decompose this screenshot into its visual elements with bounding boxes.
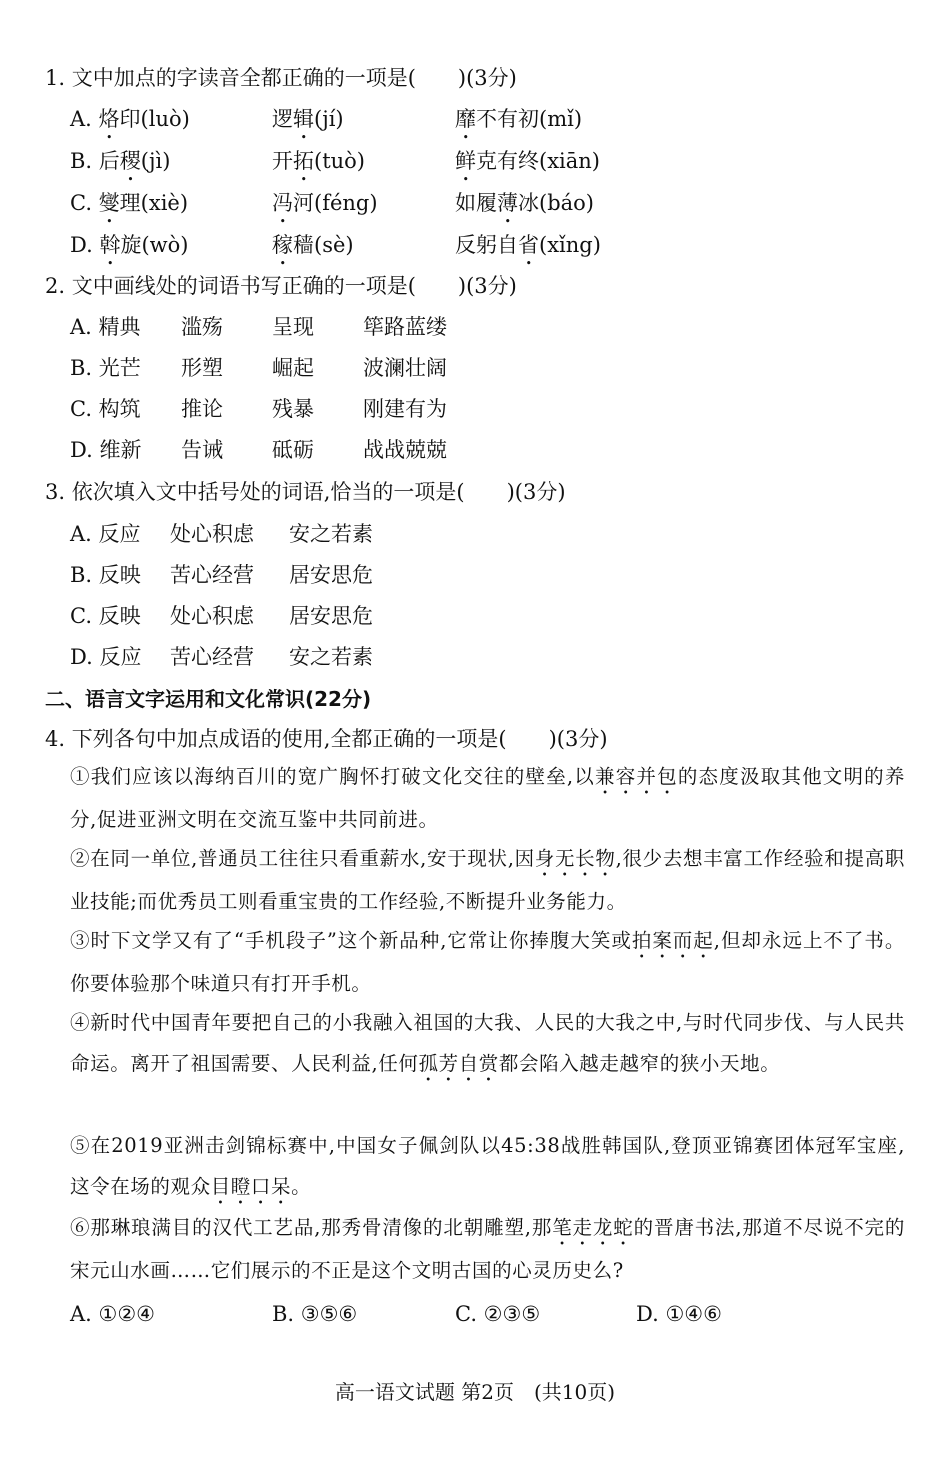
option-cell: 处心积虑 (170, 604, 254, 628)
option-cell (272, 229, 354, 270)
sentence-text: ⑥那琳琅满目的汉代工艺品,那秀骨清像的北朝雕塑,那 (70, 1216, 553, 1239)
sentence-item (70, 1207, 905, 1291)
option-text: D. (70, 233, 100, 257)
option-text: 不有初(mǐ) (476, 107, 583, 131)
dotted-idiom: 兼容并包 (595, 765, 678, 788)
option-cell: 滥殇 (181, 315, 223, 339)
option-cell (455, 145, 600, 186)
dotted-char: 烙 (98, 107, 120, 131)
option-text: 逻 (272, 107, 293, 131)
option-cell (70, 145, 170, 186)
sentence-item (70, 920, 905, 1004)
option-text: 开 (272, 149, 293, 173)
option-cell: 推论 (181, 397, 223, 421)
option-cell: 砥砺 (272, 438, 314, 462)
page-footer: 高一语文试题 第2页 (共10页) (334, 1380, 616, 1404)
option-text: C. (70, 191, 99, 215)
sentence-text: ⑤在2019亚洲击剑锦标赛中,中国女子佩剑队以45:38战胜韩国队,登顶亚锦赛团体冠军宝座,这令在场的观众 (70, 1134, 905, 1198)
option-text: B. 后 (70, 149, 120, 173)
dotted-char: 薄 (497, 191, 518, 215)
option-cell (70, 103, 190, 144)
option-cell: B. 反映 (70, 563, 141, 587)
option-cell (70, 229, 188, 270)
option-cell: 安之若素 (289, 645, 373, 669)
option-cell: B. ③⑤⑥ (272, 1302, 358, 1326)
dotted-char: 省 (518, 233, 539, 257)
option-text: 穑(sè) (293, 233, 354, 257)
dotted-char: 燮 (98, 191, 120, 215)
option-cell: D. 反应 (70, 645, 142, 669)
option-cell: A. 反应 (70, 522, 141, 546)
option-cell (272, 187, 378, 228)
option-cell (455, 187, 594, 228)
dotted-char: 斡 (99, 233, 121, 257)
option-cell (455, 103, 582, 144)
option-cell: 形塑 (181, 356, 223, 380)
option-cell: C. 构筑 (70, 397, 141, 421)
dotted-idiom: 拍案而起 (631, 929, 714, 952)
sentence-item (70, 1002, 905, 1086)
option-cell (272, 145, 365, 186)
dotted-char: 辑 (293, 107, 314, 131)
option-text: (jí) (314, 107, 344, 131)
option-cell: D. 维新 (70, 438, 142, 462)
dotted-idiom: 笔走龙蛇 (552, 1216, 634, 1239)
sentence-text: ,但却永远上不了书。你要体验那个味道只有打开手机。 (70, 929, 905, 995)
dotted-idiom: 身无长物 (534, 847, 616, 870)
option-text: (xǐng) (539, 233, 601, 257)
option-cell: 崛起 (272, 356, 314, 380)
dotted-char: 拓 (293, 149, 314, 173)
dotted-char: 稷 (119, 149, 141, 173)
dotted-char: 靡 (455, 107, 476, 131)
dotted-idiom: 孤芳自赏 (418, 1052, 499, 1075)
option-text: 反躬自 (455, 233, 518, 257)
option-cell: 居安思危 (289, 604, 373, 628)
option-cell (70, 187, 188, 228)
sentence-text: 都会陷入越走越窄的狭小天地。 (498, 1052, 781, 1075)
option-cell: 苦心经营 (170, 645, 254, 669)
option-cell: 呈现 (272, 315, 314, 339)
option-text: (tuò) (314, 149, 365, 173)
option-cell: 居安思危 (289, 563, 373, 587)
option-cell: 处心积虑 (170, 522, 254, 546)
option-cell: 苦心经营 (170, 563, 254, 587)
option-text: 理(xiè) (119, 191, 189, 215)
option-text: (jì) (140, 149, 171, 173)
question-2-stem: 2. 文中画线处的词语书写正确的一项是( )(3分) (45, 274, 517, 298)
option-cell (455, 229, 601, 270)
dotted-char: 鲜 (455, 149, 476, 173)
section-heading: 二、语言文字运用和文化常识(22分) (45, 687, 372, 711)
option-cell (272, 103, 344, 144)
option-text: 河(féng) (293, 191, 378, 215)
sentence-text: ,很少去想丰富工作经验和提高职业技能;而优秀员工则看重宝贵的工作经验,不断提升业务能力。 (70, 847, 905, 913)
option-cell: A. ①②④ (70, 1302, 155, 1326)
option-cell: 战战兢兢 (363, 438, 447, 462)
option-cell: A. 精典 (70, 315, 141, 339)
option-text: A. (70, 107, 99, 131)
option-cell: C. 反映 (70, 604, 141, 628)
sentence-text: 的态度汲取其他文明的养分,促进亚洲文明在交流互鉴中共同前进。 (70, 765, 905, 831)
option-cell: B. 光芒 (70, 356, 141, 380)
option-cell: 告诫 (181, 438, 223, 462)
option-text: 克有终(xiān) (476, 149, 600, 173)
option-text: 如履 (455, 191, 497, 215)
option-cell: D. ①④⑥ (636, 1302, 722, 1326)
option-cell: 筚路蓝缕 (363, 315, 447, 339)
sentence-text: 的晋唐书法,那道不尽说不完的宋元山水画……它们展示的不正是这个文明古国的心灵历史么? (70, 1216, 905, 1282)
sentence-text: ③时下文学又有了“手机段子”这个新品种,它常让你捧腹大笑或 (70, 929, 632, 952)
sentence-item (70, 756, 905, 840)
option-text: 旋(wò) (120, 233, 189, 257)
sentence-text: ①我们应该以海纳百川的宽广胸怀打破文化交往的壁垒,以 (70, 765, 596, 788)
dotted-char: 稼 (272, 233, 293, 257)
sentence-text: ④新时代中国青年要把自己的小我融入祖国的大我、人民的大我之中,与时代同步伐、与人民共命运。离开了祖国需要、人民利益,任何 (70, 1011, 905, 1075)
dotted-char: 冯 (272, 191, 293, 215)
question-1-stem: 1. 文中加点的字读音全都正确的一项是( )(3分) (45, 66, 517, 90)
option-cell: 残暴 (272, 397, 314, 421)
sentence-item (70, 1125, 905, 1209)
option-text: 冰(báo) (518, 191, 594, 215)
option-cell: C. ②③⑤ (455, 1302, 541, 1326)
option-cell: 刚建有为 (363, 397, 447, 421)
sentence-text: 。 (291, 1175, 312, 1198)
question-4-stem: 4. 下列各句中加点成语的使用,全都正确的一项是( )(3分) (45, 727, 608, 751)
option-cell: 安之若素 (289, 522, 373, 546)
sentence-item (70, 838, 905, 922)
dotted-idiom: 目瞪口呆 (210, 1175, 292, 1198)
question-3-stem: 3. 依次填入文中括号处的词语,恰当的一项是( )(3分) (45, 480, 566, 504)
option-text: 印(luò) (119, 107, 190, 131)
sentence-text: ②在同一单位,普通员工往往只看重薪水,安于现状,因 (70, 847, 535, 870)
option-cell: 波澜壮阔 (363, 356, 447, 380)
